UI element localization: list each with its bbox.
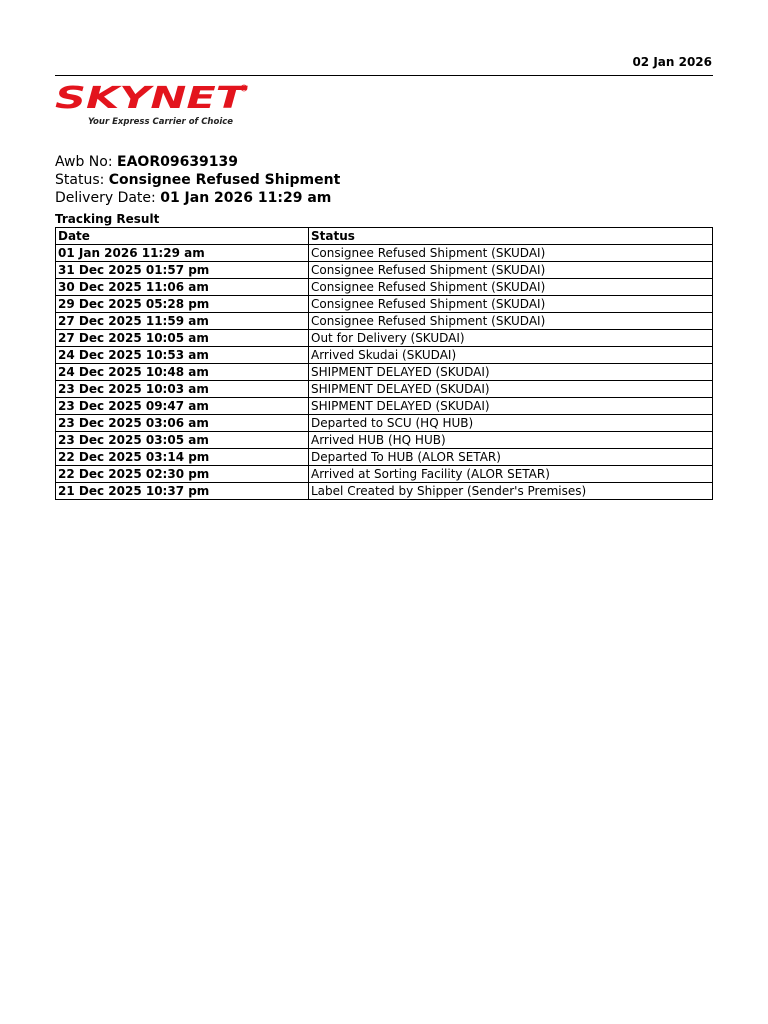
shipment-info <box>55 153 340 207</box>
row-status: Consignee Refused Shipment (SKUDAI) <box>309 262 713 279</box>
delivery-date-label: Delivery Date: <box>55 190 156 206</box>
table-row <box>56 483 713 500</box>
row-status: Label Created by Shipper (Sender's Premises) <box>309 483 713 500</box>
skynet-logo <box>55 80 255 130</box>
table-row <box>56 279 713 296</box>
table-row <box>56 432 713 449</box>
row-status: SHIPMENT DELAYED (SKUDAI) <box>309 364 713 381</box>
row-status: Consignee Refused Shipment (SKUDAI) <box>309 279 713 296</box>
table-row <box>56 262 713 279</box>
table-row <box>56 466 713 483</box>
table-row <box>56 330 713 347</box>
status-value: Consignee Refused Shipment <box>108 172 341 188</box>
row-status: Arrived Skudai (SKUDAI) <box>309 347 713 364</box>
awb-label: Awb No: <box>55 154 113 170</box>
row-status: Departed To HUB (ALOR SETAR) <box>309 449 713 466</box>
logo-brand-text: SKYNET <box>55 81 249 116</box>
row-date: 21 Dec 2025 10:37 pm <box>56 483 309 500</box>
row-status: SHIPMENT DELAYED (SKUDAI) <box>309 398 713 415</box>
table-row <box>56 415 713 432</box>
row-date: 24 Dec 2025 10:53 am <box>56 347 309 364</box>
row-status: Consignee Refused Shipment (SKUDAI) <box>309 245 713 262</box>
row-status: Arrived HUB (HQ HUB) <box>309 432 713 449</box>
row-date: 01 Jan 2026 11:29 am <box>56 245 309 262</box>
print-date: 02 Jan 2026 <box>632 55 712 69</box>
row-date: 30 Dec 2025 11:06 am <box>56 279 309 296</box>
row-date: 27 Dec 2025 11:59 am <box>56 313 309 330</box>
logo-tagline: Your Express Carrier of Choice <box>88 117 234 127</box>
tracking-table <box>55 227 713 500</box>
status-row <box>55 171 340 189</box>
row-status: Departed to SCU (HQ HUB) <box>309 415 713 432</box>
awb-row <box>55 153 340 171</box>
row-status: Arrived at Sorting Facility (ALOR SETAR) <box>309 466 713 483</box>
header-divider <box>55 75 713 76</box>
delivery-date-value: 01 Jan 2026 11:29 am <box>160 190 332 206</box>
tracking-result-title: Tracking Result <box>55 212 160 226</box>
row-status: Out for Delivery (SKUDAI) <box>309 330 713 347</box>
table-row <box>56 381 713 398</box>
row-status: Consignee Refused Shipment (SKUDAI) <box>309 313 713 330</box>
row-date: 27 Dec 2025 10:05 am <box>56 330 309 347</box>
row-date: 23 Dec 2025 03:05 am <box>56 432 309 449</box>
table-row <box>56 296 713 313</box>
table-row <box>56 245 713 262</box>
table-row <box>56 364 713 381</box>
delivery-date-row <box>55 189 340 207</box>
table-row <box>56 347 713 364</box>
row-status: Consignee Refused Shipment (SKUDAI) <box>309 296 713 313</box>
status-label: Status: <box>55 172 105 188</box>
row-date: 22 Dec 2025 02:30 pm <box>56 466 309 483</box>
row-date: 22 Dec 2025 03:14 pm <box>56 449 309 466</box>
row-date: 23 Dec 2025 10:03 am <box>56 381 309 398</box>
row-date: 23 Dec 2025 03:06 am <box>56 415 309 432</box>
row-date: 24 Dec 2025 10:48 am <box>56 364 309 381</box>
row-status: SHIPMENT DELAYED (SKUDAI) <box>309 381 713 398</box>
row-date: 29 Dec 2025 05:28 pm <box>56 296 309 313</box>
column-header-status: Status <box>309 228 713 245</box>
column-header-date: Date <box>56 228 309 245</box>
table-header-row <box>56 228 713 245</box>
table-row <box>56 449 713 466</box>
table-row <box>56 313 713 330</box>
row-date: 23 Dec 2025 09:47 am <box>56 398 309 415</box>
awb-value: EAOR09639139 <box>117 154 239 170</box>
row-date: 31 Dec 2025 01:57 pm <box>56 262 309 279</box>
table-row <box>56 398 713 415</box>
